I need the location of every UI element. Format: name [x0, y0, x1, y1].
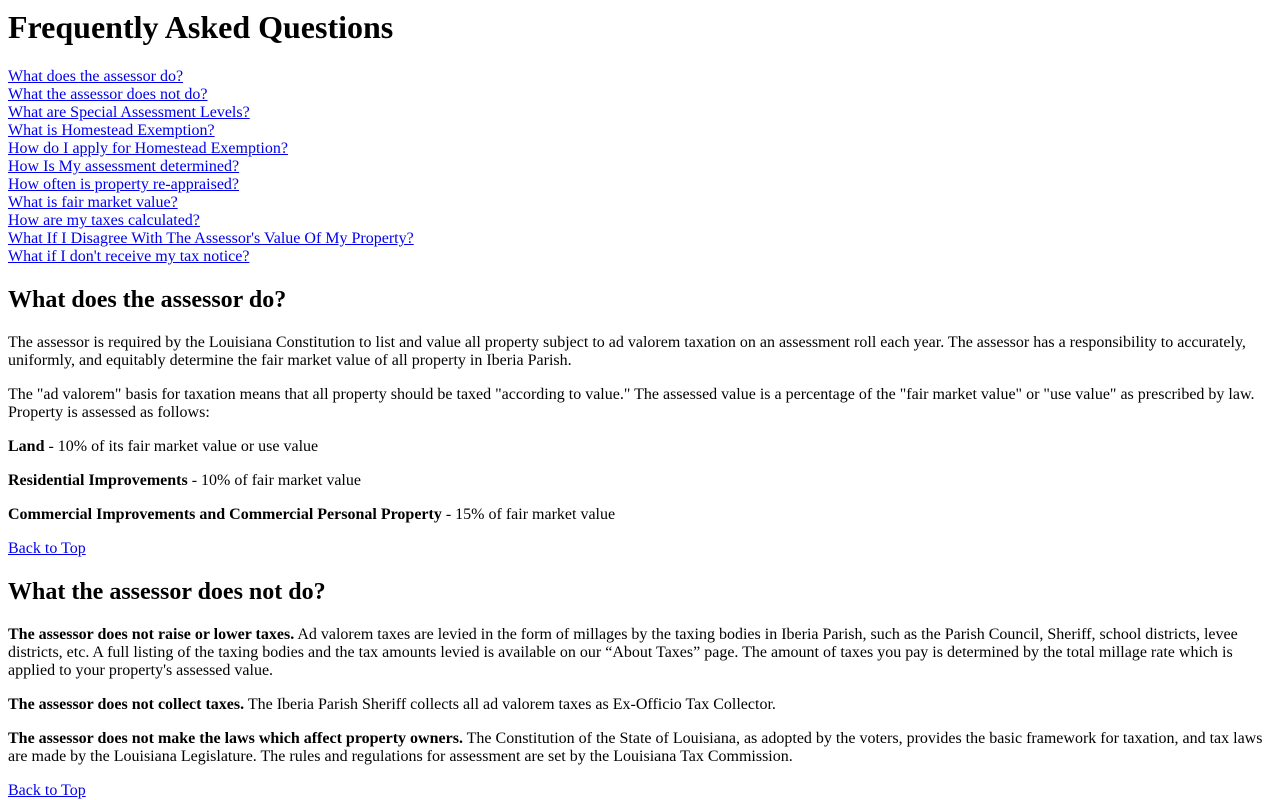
assessment-rate-commercial: [8, 506, 1272, 524]
paragraph: [8, 730, 1272, 766]
paragraph: The "ad valorem" basis for taxation means that all property should be taxed "according to value." The assessed value is a percentage of the "fair market value" or "use value" as prescribed by law. Property is assessed as follows:: [8, 386, 1255, 421]
toc-item: [8, 248, 1272, 266]
paragraph-text: Ad valorem taxes are levied in the form of millages by the taxing bodies in Iberia Parish, such as the Parish Council, Sheriff, school districts, levee districts, etc. A full listing of the taxing bodies and the tax amounts levied is available on our “About Taxes” page. The amount of taxes you pay is determined by the total millage rate which is applied to your property's assessed value.: [8, 626, 1238, 679]
toc-item: [8, 212, 1272, 230]
section-heading-assessor-not-do: What the assessor does not do?: [8, 579, 326, 605]
rate-label: Residential Improvements: [8, 472, 188, 489]
toc-link-special-assessment[interactable]: What are Special Assessment Levels?: [8, 104, 250, 121]
toc-link-no-tax-notice[interactable]: What if I don't receive my tax notice?: [8, 248, 250, 265]
toc-link-assessor-do[interactable]: What does the assessor do?: [8, 68, 184, 85]
back-to-top-row: [8, 540, 1272, 558]
back-to-top-link[interactable]: Back to Top: [8, 540, 86, 557]
toc-item: [8, 140, 1272, 158]
assessment-rate-land: [8, 438, 1272, 456]
bold-lead: The assessor does not make the laws which affect property owners.: [8, 730, 463, 747]
rate-label: Commercial Improvements and Commercial Personal Property: [8, 506, 442, 523]
toc-link-disagree-value[interactable]: What If I Disagree With The Assessor's Value Of My Property?: [8, 230, 414, 247]
assessment-rate-residential: [8, 472, 1272, 490]
faq-toc-list: [8, 68, 1272, 266]
page-title: Frequently Asked Questions: [8, 9, 394, 45]
back-to-top-row: [8, 782, 1272, 800]
rate-label: Land: [8, 438, 45, 455]
paragraph: [8, 696, 1272, 714]
rate-text: - 15% of fair market value: [441, 506, 616, 523]
toc-item: [8, 230, 1272, 248]
paragraph-text: The Iberia Parish Sheriff collects all ad valorem taxes as Ex-Officio Tax Collector.: [244, 696, 776, 713]
paragraph: [8, 626, 1272, 680]
toc-link-assessor-not-do[interactable]: What the assessor does not do?: [8, 86, 208, 103]
toc-item: [8, 176, 1272, 194]
rate-text: - 10% of its fair market value or use value: [44, 438, 319, 455]
toc-item: [8, 86, 1272, 104]
paragraph-text: The Constitution of the State of Louisiana, as adopted by the voters, provides the basic framework for taxation, and tax laws are made by the Louisiana Legislature. The rules and regulations for assessment are set by the Louisiana Tax Commission.: [8, 730, 1263, 765]
toc-item: [8, 104, 1272, 122]
paragraph: The assessor is required by the Louisiana Constitution to list and value all property subject to ad valorem taxation on an assessment roll each year. The assessor has a responsibility to accurately, uniformly, and equitably determine the fair market value of all property in Iberia Parish.: [8, 334, 1246, 369]
toc-item: [8, 158, 1272, 176]
bold-lead: The assessor does not raise or lower taxes.: [8, 626, 295, 643]
bold-lead: The assessor does not collect taxes.: [8, 696, 245, 713]
toc-link-reappraised[interactable]: How often is property re-appraised?: [8, 176, 240, 193]
back-to-top-link[interactable]: Back to Top: [8, 782, 86, 799]
toc-item: [8, 194, 1272, 212]
toc-item: [8, 122, 1272, 140]
toc-link-taxes-calculated[interactable]: How are my taxes calculated?: [8, 212, 200, 229]
toc-link-homestead-exemption[interactable]: What is Homestead Exemption?: [8, 122, 215, 139]
page-content: [0, 9, 1280, 800]
toc-link-assessment-determined[interactable]: How Is My assessment determined?: [8, 158, 240, 175]
rate-text: - 10% of fair market value: [187, 472, 361, 489]
section-heading-assessor-do: What does the assessor do?: [8, 287, 287, 313]
toc-link-apply-homestead[interactable]: How do I apply for Homestead Exemption?: [8, 140, 288, 157]
toc-link-fair-market-value[interactable]: What is fair market value?: [8, 194, 178, 211]
toc-item: [8, 68, 1272, 86]
